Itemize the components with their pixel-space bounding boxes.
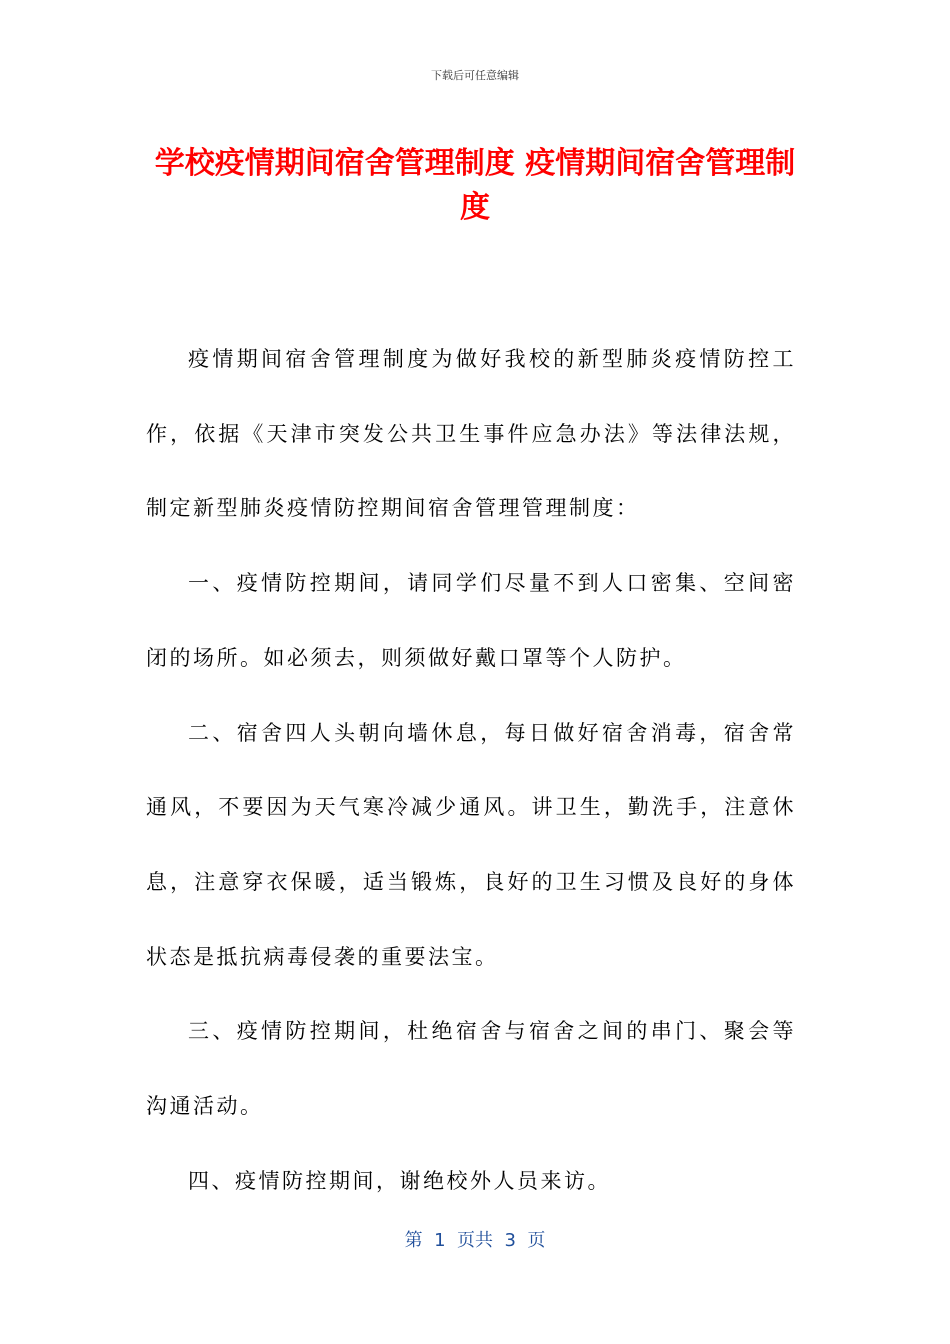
rule-paragraph-1: 一、疫情防控期间，请同学们尽量不到人口密集、空间密闭的场所。如必须去，则须做好戴口罩等个人防护。 [146, 571, 796, 670]
document-title: 学校疫情期间宿舍管理制度 疫情期间宿舍管理制度 [154, 146, 796, 225]
page-header-note: 下载后可任意编辑 [431, 69, 519, 82]
rule-paragraph-4: 四、疫情防控期间，谢绝校外人员来访。 [188, 1168, 611, 1193]
document-body [146, 322, 796, 1218]
page-number-footer: 第 1 页共 3 页 [404, 1230, 546, 1251]
intro-paragraph: 疫情期间宿舍管理制度为做好我校的新型肺炎疫情防控工作，依据《天津市突发公共卫生事件应急办法》等法律法规，制定新型肺炎疫情防控期间宿舍管理管理制度： [146, 347, 796, 521]
rule-paragraph-3: 三、疫情防控期间，杜绝宿舍与宿舍之间的串门、聚会等沟通活动。 [146, 1019, 796, 1119]
rule-paragraph-2: 二、宿舍四人头朝向墙休息，每日做好宿舍消毒，宿舍常通风，不要因为天气寒冷减少通风。讲卫生，勤洗手，注意休息，注意穿衣保暖，适当锻炼，良好的卫生习惯及良好的身体状态是抵抗病毒侵袭的重要法宝。 [146, 720, 796, 969]
